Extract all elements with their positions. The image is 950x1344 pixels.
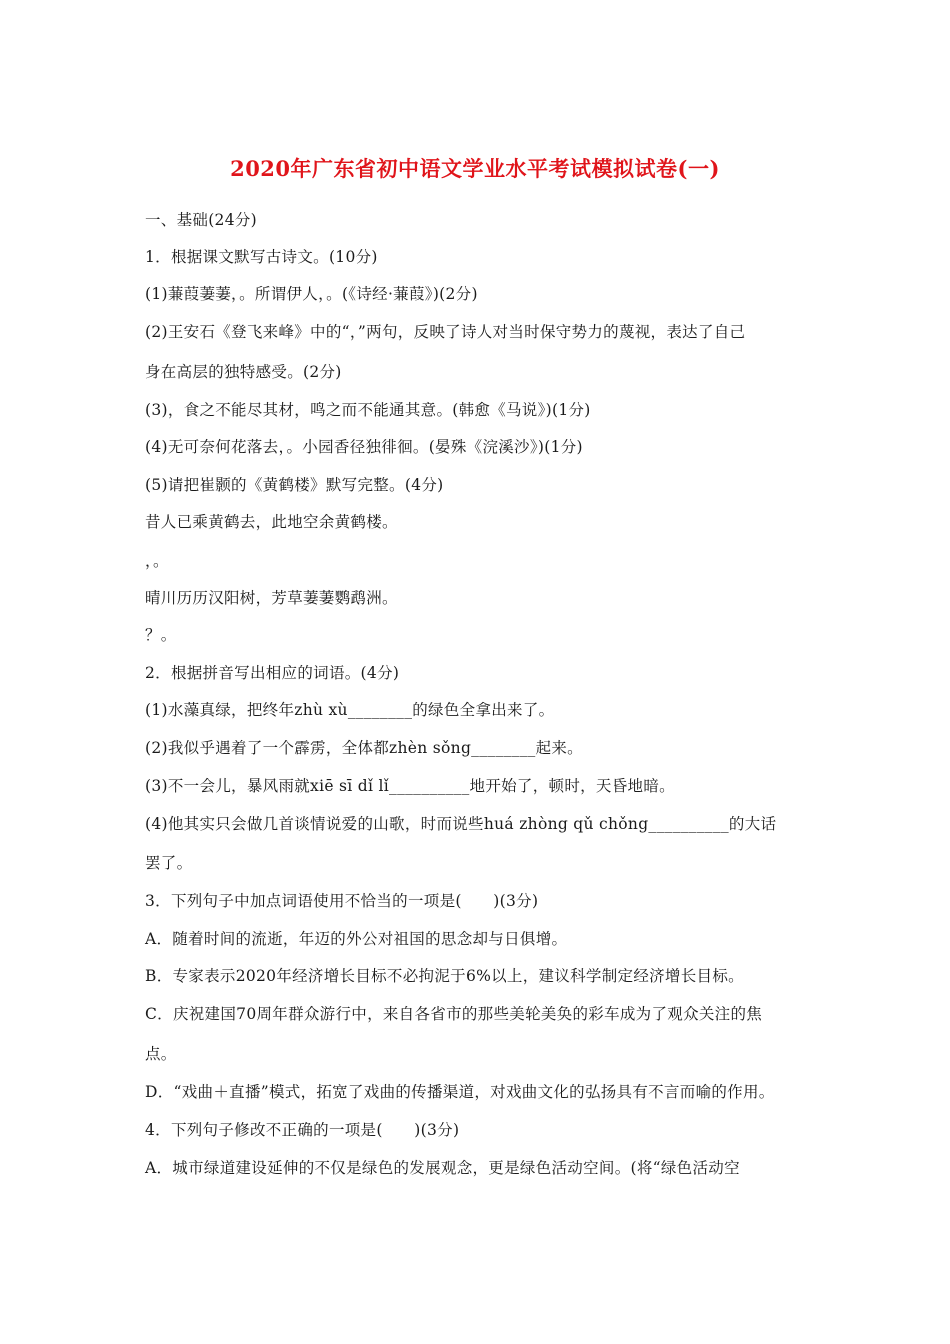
question-2-item-4-cont: 罢了。 <box>145 854 193 872</box>
question-2-item-2: (2)我似乎遇着了一个霹雳，全体都zhèn sǒng________起来。 <box>145 739 583 757</box>
poem-line-1: 昔人已乘黄鹤去，此地空余黄鹤楼。 <box>145 513 398 531</box>
question-3-option-c: C．庆祝建国70周年群众游行中，来自各省市的那些美轮美奂的彩车成为了观众关注的焦 <box>145 1005 763 1023</box>
document-title: 2020年广东省初中语文学业水平考试模拟试卷(一) <box>230 156 720 181</box>
question-1-item-2-cont: 身在高层的独特感受。(2分) <box>145 363 342 381</box>
question-2-item-1: (1)水藻真绿，把终年zhù xù________的绿色全拿出来了。 <box>145 701 555 719</box>
question-1-item-5: (5)请把崔颢的《黄鹤楼》默写完整。(4分) <box>145 476 444 494</box>
question-3-option-b: B．专家表示2020年经济增长目标不必拘泥于6%以上，建议科学制定经济增长目标。 <box>145 967 744 985</box>
question-3-option-d: D．“戏曲＋直播”模式，拓宽了戏曲的传播渠道，对戏曲文化的弘扬具有不言而喻的作用。 <box>145 1083 775 1101</box>
question-3-option-c-cont: 点。 <box>145 1045 177 1063</box>
question-2: 2．根据拼音写出相应的词语。(4分) <box>145 664 400 682</box>
poem-line-3: 晴川历历汉阳树，芳草萋萋鹦鹉洲。 <box>145 589 398 607</box>
question-1: 1．根据课文默写古诗文。(10分) <box>145 248 378 266</box>
question-3: 3．下列句子中加点词语使用不恰当的一项是( )(3分) <box>145 892 539 910</box>
question-4-option-a: A．城市绿道建设延伸的不仅是绿色的发展观念，更是绿色活动空间。(将“绿色活动空 <box>145 1159 740 1177</box>
question-1-item-4: (4)无可奈何花落去，。小园香径独徘徊。(晏殊《浣溪沙》)(1分) <box>145 438 583 456</box>
poem-line-2: ，。 <box>145 552 169 570</box>
question-2-item-4: (4)他其实只会做几首谈情说爱的山歌，时而说些huá zhòng qǔ chǒng__________的大话 <box>145 815 777 833</box>
question-1-item-2: (2)王安石《登飞来峰》中的“，”两句，反映了诗人对当时保守势力的蔑视，表达了自己 <box>145 323 746 341</box>
question-4: 4．下列句子修改不正确的一项是( )(3分) <box>145 1121 460 1139</box>
question-1-item-3: (3)，食之不能尽其材，鸣之而不能通其意。(韩愈《马说》)(1分) <box>145 401 591 419</box>
poem-line-4: ？。 <box>145 626 177 644</box>
question-3-option-a: A．随着时间的流逝，年迈的外公对祖国的思念却与日俱增。 <box>145 930 568 948</box>
section-heading-basics: 一、基础(24分) <box>145 211 258 229</box>
question-1-item-1: (1)蒹葭萋萋，。所谓伊人，。(《诗经·蒹葭》)(2分) <box>145 285 478 303</box>
question-2-item-3: (3)不一会儿，暴风雨就xiē sī dǐ lǐ__________地开始了，顿时，天昏地暗。 <box>145 777 675 795</box>
